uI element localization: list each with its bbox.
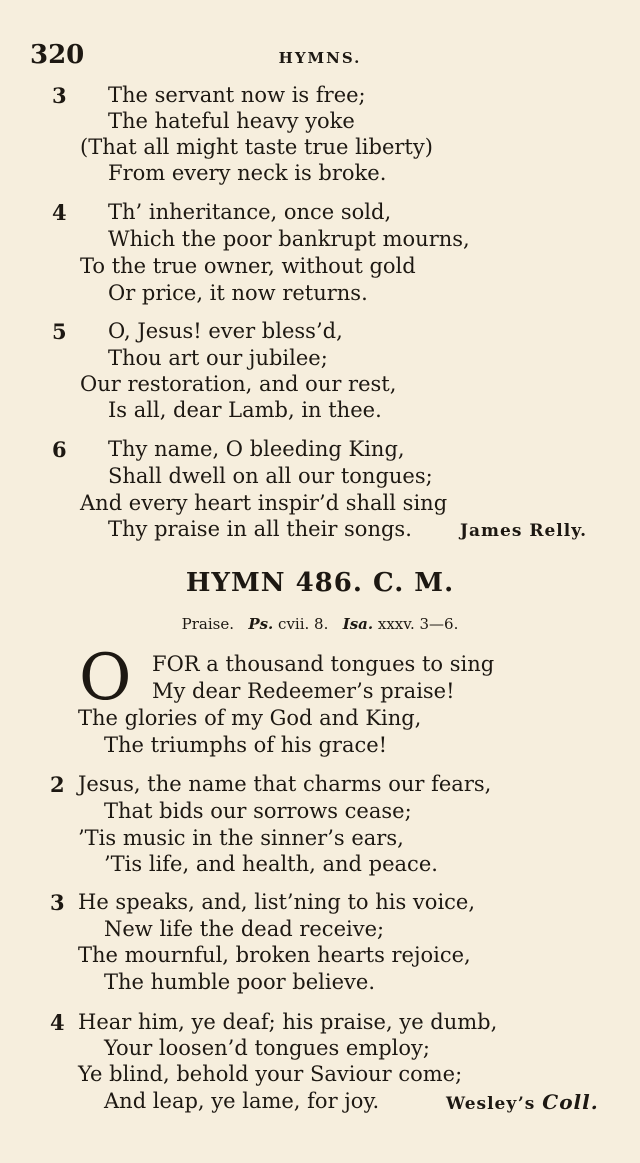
drop-cap: O (79, 641, 132, 715)
page-header (30, 40, 610, 74)
hymn-line: The hateful heavy yoke (108, 109, 355, 133)
hymn-line: Thou art our jubilee; (108, 346, 328, 370)
hymn-line: Ye blind, behold your Saviour come; (78, 1062, 463, 1086)
scripture-ref: cvii. 8. (278, 615, 329, 633)
hymn-line: Th’ inheritance, once sold, (108, 200, 392, 224)
hymn-line: Is all, dear Lamb, in thee. (108, 398, 382, 422)
stanza-number: 3 (50, 890, 65, 915)
hymn-line: Our restoration, and our rest, (80, 372, 397, 396)
hymn-line: Or price, it now returns. (108, 281, 368, 305)
running-title: HYMNS. (278, 49, 362, 67)
stanza-number: 5 (52, 319, 67, 344)
hymn-line: Jesus, the name that charms our fears, (78, 772, 492, 796)
hymn-line: The mournful, broken hearts rejoice, (78, 943, 471, 967)
stanza-number: 4 (50, 1010, 65, 1035)
hymn-topic: Praise. (181, 615, 234, 633)
stanza-number: 6 (52, 437, 67, 462)
hymn-line: Hear him, ye deaf; his praise, ye dumb, (78, 1010, 498, 1034)
hymn-line: The humble poor believe. (104, 970, 376, 994)
hymn-line: FOR a thousand tongues to sing (152, 652, 495, 676)
hymn-line: Shall dwell on all our tongues; (108, 464, 433, 488)
hymn-line: And leap, ye lame, for joy. (104, 1089, 380, 1113)
stanza-number: 3 (52, 83, 67, 108)
hymn-subtitle (0, 615, 640, 633)
author-attribution: James Relly. (460, 521, 588, 541)
hymn-line: That bids our sorrows cease; (104, 799, 412, 823)
attribution-name: Wesley’s (446, 1094, 536, 1114)
hymn-line: Which the poor bankrupt mourns, (108, 227, 470, 251)
attribution-work: Coll. (542, 1090, 599, 1114)
hymn-line: From every neck is broke. (108, 161, 387, 185)
hymn-line: O, Jesus! ever bless’d, (108, 319, 343, 343)
stanza-number: 2 (50, 772, 65, 797)
hymn-line: To the true owner, without gold (80, 254, 416, 278)
hymn-line: The triumphs of his grace! (104, 733, 388, 757)
hymn-line: ’Tis music in the sinner’s ears, (78, 826, 404, 850)
hymn-line: (That all might taste true liberty) (80, 135, 433, 159)
hymn-line: Your loosen’d tongues employ; (104, 1036, 430, 1060)
hymn-line: New life the dead receive; (104, 917, 385, 941)
scripture-book: Isa. (342, 615, 374, 633)
scripture-ref: xxxv. 3—6. (377, 615, 459, 633)
hymn-line: He speaks, and, list’ning to his voice, (78, 890, 476, 914)
scripture-book: Ps. (248, 615, 274, 633)
page-number: 320 (30, 40, 85, 70)
hymn-line: Thy praise in all their songs. (108, 517, 412, 541)
hymn-line: My dear Redeemer’s praise! (152, 679, 455, 703)
hymn-line: The glories of my God and King, (78, 706, 422, 730)
hymn-line: And every heart inspir’d shall sing (80, 491, 448, 515)
hymn-title: HYMN 486. C. M. (185, 568, 455, 598)
hymn-line: ’Tis life, and health, and peace. (104, 852, 438, 876)
author-attribution (446, 1090, 599, 1114)
hymn-line: The servant now is free; (108, 83, 366, 107)
stanza-number: 4 (52, 200, 67, 225)
hymn-line: Thy name, O bleeding King, (108, 437, 405, 461)
